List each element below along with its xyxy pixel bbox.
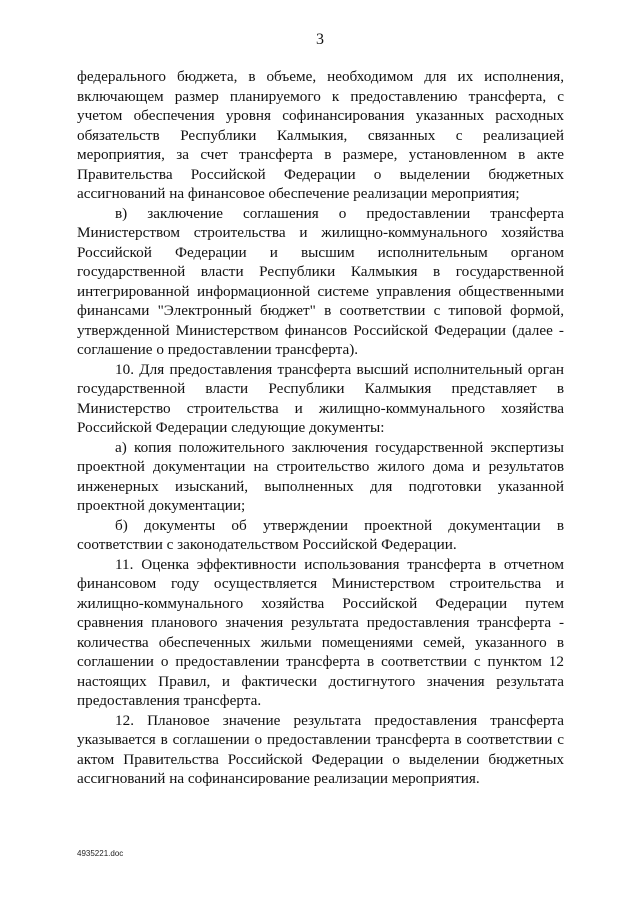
paragraph-continuation: федерального бюджета, в объеме, необходимом для их исполнения, включающем размер планируемого к предоставлению трансферта, с учетом обеспечения уровня софинансирования указанных расходных обязательств Республики Калмыкия, связанных с реализацией мероприятия, за счет трансферта в размере, установленном в акте Правительства Российской Федерации о выделении бюджетных ассигнований на финансовое обеспечение реализации мероприятия;: [77, 68, 564, 202]
paragraph-item-b: б) документы об утверждении проектной документации в соответствии с законодательством Российской Федерации.: [77, 516, 564, 553]
paragraph-clause-12: 12. Плановое значение результата предоставления трансферта указывается в соглашении о предоставлении трансферта в соответствии с актом Правительства Российской Федерации о выделении бюджетных ассигнований на софинансирование реализации мероприятия.: [77, 711, 564, 787]
page-number: 3: [316, 31, 324, 48]
paragraph-item-v: в) заключение соглашения о предоставлении трансферта Министерством строительства и жилищно-коммунального хозяйства Российской Федерации и высшим исполнительным органом государственной власти Республики Калмыкия в государственной интегрированной информационной системе управления общественными финансами "Электронный бюджет" в соответствии с типовой формой, утвержденной Министерством финансов Российской Федерации (далее - соглашение о предоставлении трансферта).: [77, 204, 564, 358]
paragraph-clause-11: 11. Оценка эффективности использования трансферта в отчетном финансовом году осуществляется Министерством строительства и жилищно-коммунального хозяйства Российской Федерации путем сравнения планового значения результата предоставления трансферта - количества обеспеченных жильми помещениями семей, указанного в соглашении о предоставлении трансферта в соответствии с пунктом 12 настоящих Правил, и фактически достигнутого значения результата предоставления трансферта.: [77, 555, 564, 709]
paragraph-clause-10: 10. Для предоставления трансферта высший исполнительный орган государственной власти Республики Калмыкия представляет в Министерство строительства и жилищно-коммунального хозяйства Российской Федерации следующие документы:: [77, 360, 564, 436]
document-file-code: 4935221.doc: [77, 849, 124, 858]
document-body: [77, 67, 564, 789]
paragraph-item-a: а) копия положительного заключения государственной экспертизы проектной документации на строительство жилого дома и результатов инженерных изысканий, выполненных для подготовки указанной проектной документации;: [77, 438, 564, 514]
